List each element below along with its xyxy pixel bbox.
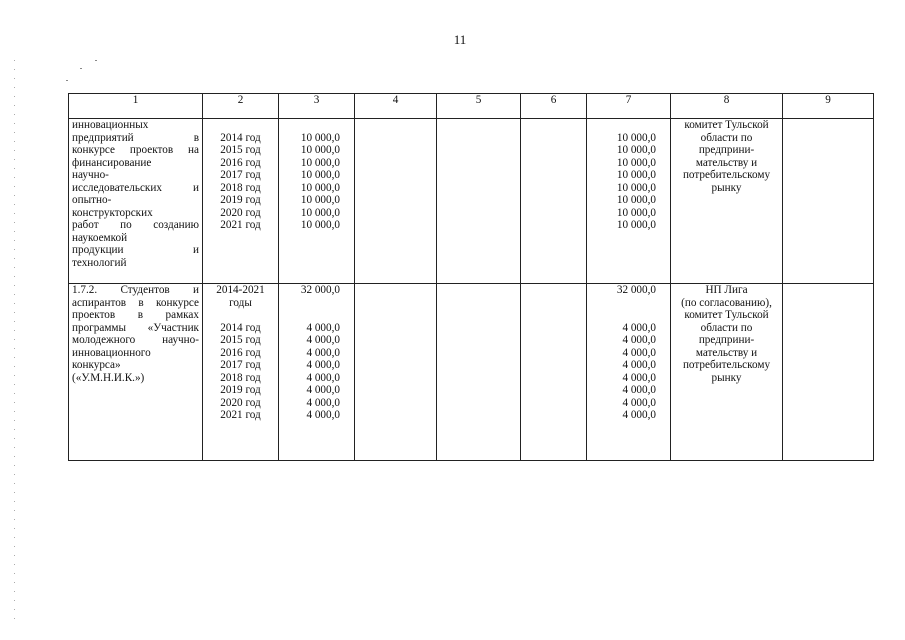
cell-line: 10 000,0 bbox=[300, 181, 340, 194]
cell-line: 10 000,0 bbox=[616, 206, 656, 219]
responsible-cell bbox=[671, 284, 783, 461]
cell-line: 2019 год bbox=[220, 384, 261, 396]
cell-line: 10 000,0 bbox=[300, 206, 340, 219]
cell-line: 4 000,0 bbox=[306, 359, 340, 371]
cell-line: потребительскому bbox=[682, 169, 771, 181]
empty-cell bbox=[521, 119, 587, 284]
cell-line: предприни- bbox=[698, 334, 755, 346]
cell-line: 2020 год bbox=[220, 206, 261, 219]
cell-line: исследовательских и bbox=[72, 181, 199, 194]
measure-description-cell bbox=[69, 284, 203, 461]
column-header: 5 bbox=[437, 94, 521, 119]
cell-line: 4 000,0 bbox=[306, 334, 340, 346]
source-amount-cell bbox=[587, 119, 671, 284]
cell-line: 4 000,0 bbox=[622, 409, 656, 421]
cell-line: 32 000,0 bbox=[300, 284, 340, 296]
page-number: 11 bbox=[453, 32, 467, 47]
cell-line: 1.7.2. Студентов и bbox=[72, 284, 199, 296]
scan-edge-dots bbox=[14, 60, 15, 620]
cell-line: 2016 год bbox=[220, 346, 261, 359]
period-cell bbox=[203, 284, 279, 461]
cell-line: 10 000,0 bbox=[616, 144, 656, 156]
scan-speck bbox=[80, 68, 82, 69]
cell-line: 2014 год bbox=[220, 131, 261, 144]
cell-line: 4 000,0 bbox=[306, 384, 340, 396]
cell-line: 10 000,0 bbox=[616, 131, 656, 144]
column-header: 3 bbox=[279, 94, 355, 119]
cell-line: научно- bbox=[72, 169, 109, 181]
cell-line: (по согласованию), bbox=[681, 296, 772, 309]
cell-line: программы «Участник bbox=[72, 321, 199, 334]
cell-line: 4 000,0 bbox=[622, 396, 656, 409]
cell-line: 10 000,0 bbox=[300, 194, 340, 206]
cell-line: инновационных bbox=[72, 119, 149, 131]
cell-line: 2020 год bbox=[220, 396, 261, 409]
cell-line: предприятий в bbox=[72, 131, 199, 144]
responsible-cell bbox=[671, 119, 783, 284]
empty-cell bbox=[355, 284, 437, 461]
total-amount-cell bbox=[279, 119, 355, 284]
cell-line: рынку bbox=[711, 181, 742, 194]
measure-description-cell bbox=[69, 119, 203, 284]
column-number-row bbox=[69, 94, 874, 119]
empty-cell bbox=[783, 284, 874, 461]
cell-line: области по bbox=[700, 131, 753, 144]
column-header: 9 bbox=[783, 94, 874, 119]
empty-cell bbox=[521, 284, 587, 461]
cell-line: 10 000,0 bbox=[616, 169, 656, 181]
cell-line: финансирование bbox=[72, 156, 152, 169]
cell-line: молодежного научно- bbox=[72, 334, 199, 346]
cell-line: 2014 год bbox=[220, 321, 261, 334]
cell-line: 4 000,0 bbox=[622, 371, 656, 384]
cell-line: 10 000,0 bbox=[300, 144, 340, 156]
column-header: 7 bbox=[587, 94, 671, 119]
column-header: 8 bbox=[671, 94, 783, 119]
cell-line: проектов в рамках bbox=[72, 309, 199, 321]
cell-line: 2017 год bbox=[220, 169, 261, 181]
cell-line: 4 000,0 bbox=[622, 321, 656, 334]
empty-cell bbox=[355, 119, 437, 284]
cell-line: конструкторских bbox=[72, 206, 153, 219]
scan-speck bbox=[95, 60, 97, 61]
column-header: 6 bbox=[521, 94, 587, 119]
cell-line: конкурса» bbox=[72, 359, 121, 371]
cell-line: 10 000,0 bbox=[300, 131, 340, 144]
cell-line: 4 000,0 bbox=[306, 346, 340, 359]
cell-line: работ по созданию bbox=[72, 219, 199, 231]
cell-line: 2018 год bbox=[220, 181, 261, 194]
cell-line: 2019 год bbox=[220, 194, 261, 206]
cell-line: НП Лига bbox=[705, 284, 748, 296]
column-header: 2 bbox=[203, 94, 279, 119]
cell-line: 2018 год bbox=[220, 371, 261, 384]
cell-line: 4 000,0 bbox=[622, 359, 656, 371]
cell-line: 4 000,0 bbox=[306, 409, 340, 421]
cell-line: 10 000,0 bbox=[300, 219, 340, 231]
cell-line: 2016 год bbox=[220, 156, 261, 169]
cell-line: 4 000,0 bbox=[306, 371, 340, 384]
column-header: 4 bbox=[355, 94, 437, 119]
cell-line: инновационного bbox=[72, 346, 151, 359]
source-amount-cell bbox=[587, 284, 671, 461]
cell-line: 10 000,0 bbox=[300, 156, 340, 169]
cell-line: мательству и bbox=[695, 156, 758, 169]
cell-line: потребительскому bbox=[682, 359, 771, 371]
cell-line: 32 000,0 bbox=[616, 284, 656, 296]
cell-line: 4 000,0 bbox=[306, 396, 340, 409]
cell-line: наукоемкой bbox=[72, 231, 128, 244]
scan-speck bbox=[66, 80, 68, 81]
cell-line: комитет Тульской bbox=[684, 309, 769, 321]
empty-cell bbox=[437, 119, 521, 284]
table-row bbox=[69, 119, 874, 284]
cell-line: 2014-2021 bbox=[216, 284, 265, 296]
column-header: 1 bbox=[69, 94, 203, 119]
empty-cell bbox=[437, 284, 521, 461]
cell-line: предприни- bbox=[698, 144, 755, 156]
cell-line: 2015 год bbox=[220, 334, 261, 346]
cell-line: 2017 год bbox=[220, 359, 261, 371]
cell-line: опытно- bbox=[72, 194, 112, 206]
cell-line: конкурсе проектов на bbox=[72, 144, 199, 156]
cell-line: аспирантов в конкурсе bbox=[72, 296, 199, 309]
empty-cell bbox=[783, 119, 874, 284]
total-amount-cell bbox=[279, 284, 355, 461]
cell-line: 4 000,0 bbox=[306, 321, 340, 334]
cell-line: рынку bbox=[711, 371, 742, 384]
cell-line: 10 000,0 bbox=[300, 169, 340, 181]
cell-line: мательству и bbox=[695, 346, 758, 359]
cell-line: продукции и bbox=[72, 244, 199, 256]
cell-line: 10 000,0 bbox=[616, 194, 656, 206]
budget-table bbox=[68, 93, 874, 461]
period-cell bbox=[203, 119, 279, 284]
cell-line: 10 000,0 bbox=[616, 181, 656, 194]
cell-line: технологий bbox=[72, 256, 127, 269]
cell-line: 2021 год bbox=[220, 219, 261, 231]
cell-line: 4 000,0 bbox=[622, 346, 656, 359]
cell-line: 10 000,0 bbox=[616, 219, 656, 231]
cell-line: 10 000,0 bbox=[616, 156, 656, 169]
cell-line: 2021 год bbox=[220, 409, 261, 421]
cell-line: комитет Тульской bbox=[684, 119, 769, 131]
cell-line: области по bbox=[700, 321, 753, 334]
cell-line: 4 000,0 bbox=[622, 384, 656, 396]
table-row bbox=[69, 284, 874, 461]
cell-line: 2015 год bbox=[220, 144, 261, 156]
cell-line: годы bbox=[229, 296, 252, 309]
cell-line: 4 000,0 bbox=[622, 334, 656, 346]
cell-line: («У.М.Н.И.К.») bbox=[72, 371, 145, 384]
